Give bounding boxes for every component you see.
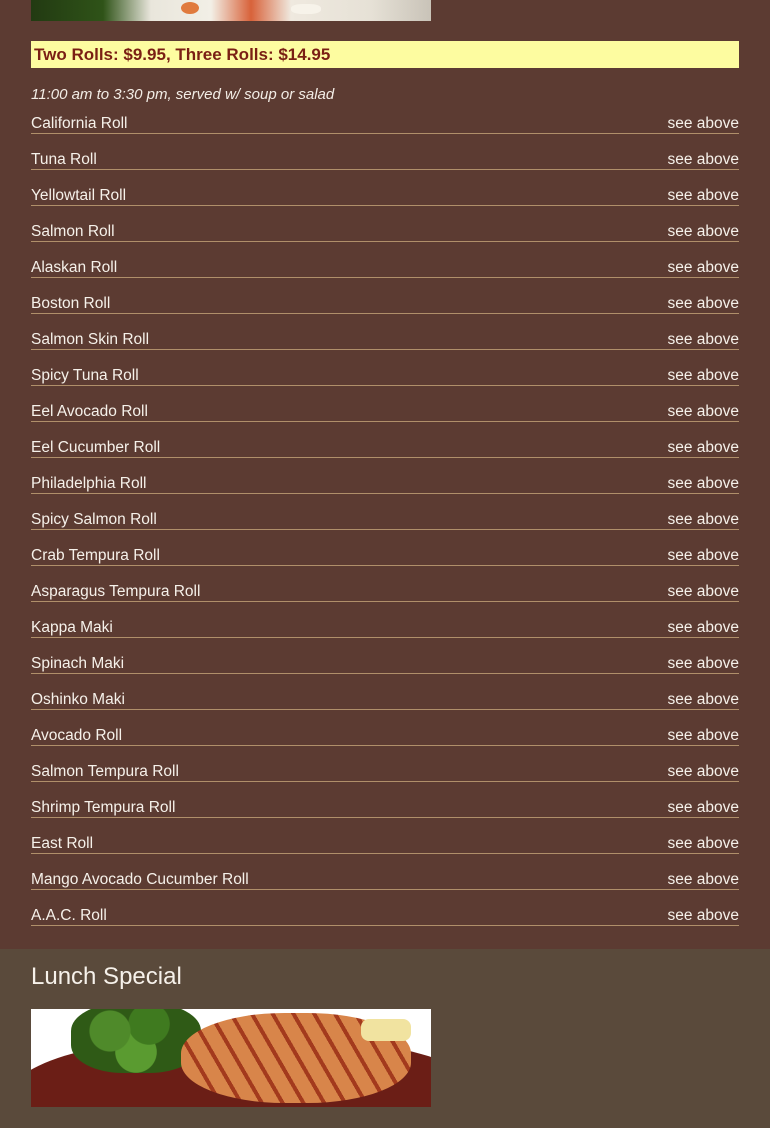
list-item	[31, 112, 739, 148]
roll-name: Spicy Salmon Roll	[31, 511, 157, 528]
roll-name: Boston Roll	[31, 295, 111, 312]
menu-row	[31, 724, 739, 746]
roll-price: see above	[667, 331, 739, 348]
roll-name: Philadelphia Roll	[31, 475, 147, 492]
roll-name: Salmon Roll	[31, 223, 115, 240]
roll-price: see above	[667, 367, 739, 384]
roll-name: Crab Tempura Roll	[31, 547, 160, 564]
list-item	[31, 508, 739, 544]
roll-name: East Roll	[31, 835, 94, 852]
list-item	[31, 328, 739, 364]
roll-price: see above	[667, 187, 739, 204]
sushi-photo	[31, 0, 431, 21]
lunch-special-section	[0, 949, 770, 1128]
menu-row	[31, 220, 739, 242]
roll-price: see above	[667, 475, 739, 492]
menu-row	[31, 580, 739, 602]
roll-name: Kappa Maki	[31, 619, 113, 636]
menu-row	[31, 688, 739, 710]
menu-row	[31, 256, 739, 278]
roll-price: see above	[667, 691, 739, 708]
menu-row	[31, 652, 739, 674]
roll-price: see above	[667, 799, 739, 816]
list-item	[31, 148, 739, 184]
roll-name: A.A.C. Roll	[31, 907, 107, 924]
menu-row	[31, 544, 739, 566]
roll-name: Eel Cucumber Roll	[31, 439, 161, 456]
roll-price: see above	[667, 619, 739, 636]
roll-price: see above	[667, 403, 739, 420]
list-item	[31, 580, 739, 616]
roll-name: California Roll	[31, 115, 128, 132]
menu-row	[31, 184, 739, 206]
roll-price: see above	[667, 295, 739, 312]
rolls-list	[31, 112, 739, 940]
serving-note: 11:00 am to 3:30 pm, served w/ soup or salad	[31, 86, 335, 103]
list-item	[31, 256, 739, 292]
list-item	[31, 400, 739, 436]
list-item	[31, 364, 739, 400]
list-item	[31, 544, 739, 580]
roll-name: Avocado Roll	[31, 727, 123, 744]
list-item	[31, 616, 739, 652]
roll-price: see above	[667, 547, 739, 564]
menu-row	[31, 400, 739, 422]
list-item	[31, 184, 739, 220]
roll-name: Salmon Tempura Roll	[31, 763, 179, 780]
roll-price: see above	[667, 727, 739, 744]
menu-row	[31, 436, 739, 458]
list-item	[31, 868, 739, 904]
lunch-special-heading: Lunch Special	[31, 963, 182, 990]
roll-name: Mango Avocado Cucumber Roll	[31, 871, 249, 888]
roll-name: Spinach Maki	[31, 655, 125, 672]
list-item	[31, 292, 739, 328]
roll-price: see above	[667, 907, 739, 924]
roll-price: see above	[667, 655, 739, 672]
roll-name: Asparagus Tempura Roll	[31, 583, 201, 600]
roll-name: Spicy Tuna Roll	[31, 367, 139, 384]
roll-price: see above	[667, 583, 739, 600]
roll-name: Shrimp Tempura Roll	[31, 799, 176, 816]
menu-row	[31, 760, 739, 782]
menu-row	[31, 328, 739, 350]
menu-row	[31, 796, 739, 818]
menu-row	[31, 148, 739, 170]
list-item	[31, 796, 739, 832]
menu-row	[31, 832, 739, 854]
menu-row	[31, 904, 739, 926]
roll-price: see above	[667, 835, 739, 852]
roll-name: Alaskan Roll	[31, 259, 118, 276]
list-item	[31, 436, 739, 472]
menu-row	[31, 472, 739, 494]
list-item	[31, 724, 739, 760]
roll-price: see above	[667, 151, 739, 168]
menu-row	[31, 508, 739, 530]
price-banner: Two Rolls: $9.95, Three Rolls: $14.95	[31, 41, 739, 68]
menu-row	[31, 112, 739, 134]
roll-name: Eel Avocado Roll	[31, 403, 148, 420]
roll-price: see above	[667, 259, 739, 276]
roll-price: see above	[667, 763, 739, 780]
roll-price: see above	[667, 115, 739, 132]
lunch-special-photo	[31, 1009, 431, 1107]
roll-price: see above	[667, 871, 739, 888]
menu-row	[31, 364, 739, 386]
menu-row	[31, 616, 739, 638]
roll-name: Yellowtail Roll	[31, 187, 127, 204]
roll-price: see above	[667, 511, 739, 528]
list-item	[31, 832, 739, 868]
roll-price: see above	[667, 223, 739, 240]
roll-name: Oshinko Maki	[31, 691, 125, 708]
list-item	[31, 652, 739, 688]
menu-row	[31, 292, 739, 314]
roll-price: see above	[667, 439, 739, 456]
menu-row	[31, 868, 739, 890]
list-item	[31, 904, 739, 940]
list-item	[31, 760, 739, 796]
list-item	[31, 688, 739, 724]
list-item	[31, 220, 739, 256]
roll-name: Tuna Roll	[31, 151, 97, 168]
roll-name: Salmon Skin Roll	[31, 331, 150, 348]
list-item	[31, 472, 739, 508]
